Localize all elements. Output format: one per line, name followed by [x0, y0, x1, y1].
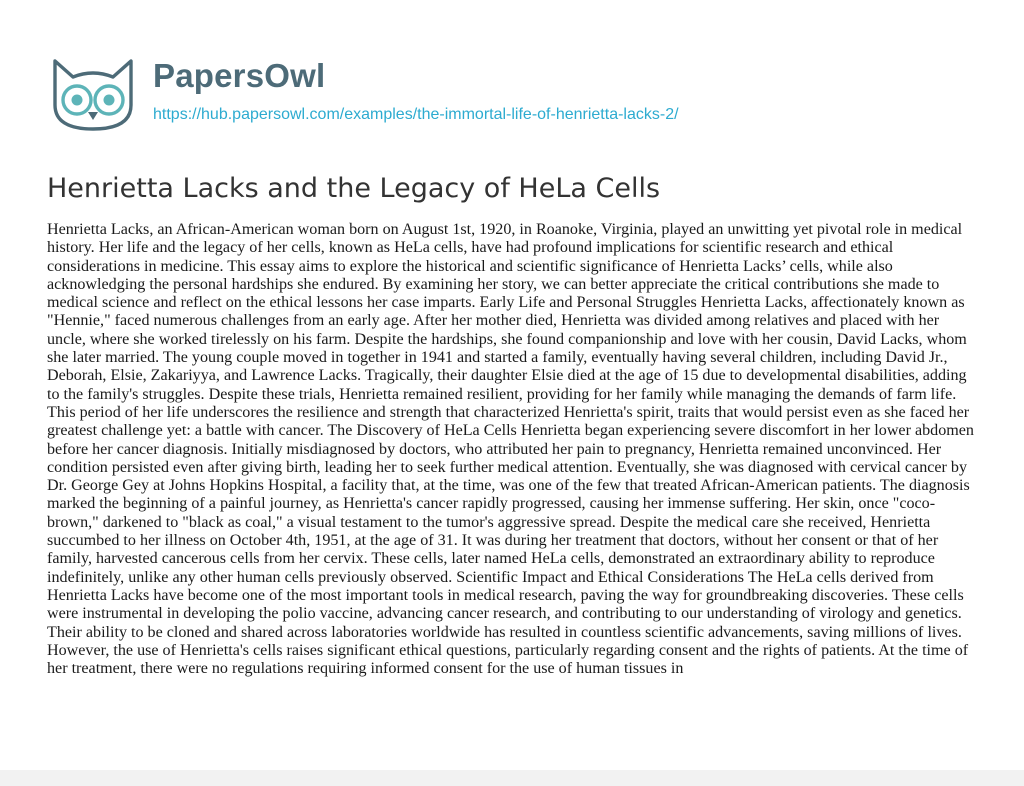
- source-url-link[interactable]: https://hub.papersowl.com/examples/the-immortal-life-of-henrietta-lacks-2/: [153, 106, 679, 123]
- essay-title: Henrietta Lacks and the Legacy of HeLa Cells: [47, 173, 661, 204]
- owl-logo-icon[interactable]: [47, 57, 139, 133]
- essay-body: Henrietta Lacks, an African-American woman born on August 1st, 1920, in Roanoke, Virginia, played an unwitting yet pivotal role in medical history. Her life and the legacy of her cells, known as HeLa cells, have had profound implications for scientific research and ethical considerations in medicine. This essay aims to explore the historical and scientific significance of Henrietta Lacks’ cells, while also acknowledging the personal hardships she endured. By examining her story, we can better appreciate the critical contributions she made to medical science and reflect on the ethical lessons her case imparts. Early Life and Personal Struggles Henrietta Lacks, affectionately known as "Hennie," faced numerous challenges from an early age. After her mother died, Henrietta was divided among relatives and placed with her uncle, where she worked tirelessly on his farm. Despite the hardships, she found companionship and love with her cousin, David Lacks, whom she later married. The young couple moved in together in 1941 and started a family, eventually having several children, including David Jr., Deborah, Elsie, Zakariyya, and Lawrence Lacks. Tragically, their daughter Elsie died at the age of 15 due to developmental disabilities, adding to the family's struggles. Despite these trials, Henrietta remained resilient, providing for her family while managing the demands of farm life. This period of her life underscores the resilience and strength that characterized Henrietta's spirit, traits that would persist even as she faced her greatest challenge yet: a battle with cancer. The Discovery of HeLa Cells Henrietta began experiencing severe discomfort in her lower abdomen before her cancer diagnosis. Initially misdiagnosed by doctors, who attributed her pain to pregnancy, Henrietta remained unconvinced. Her condition persisted even after giving birth, leading her to seek further medical attention. Eventually, she was diagnosed with cervical cancer by Dr. George Gey at Johns Hopkins Hospital, a facility that, at the time, was one of the few that treated African-American patients. The diagnosis marked the beginning of a painful journey, as Henrietta's cancer rapidly progressed, causing her immense suffering. Her skin, once "coco-brown," darkened to "black as coal," a visual testament to the tumor's aggressive spread. Despite the medical care she received, Henrietta succumbed to her illness on October 4th, 1951, at the age of 31. It was during her treatment that doctors, without her consent or that of her family, harvested cancerous cells from her cervix. These cells, later named HeLa cells, demonstrated an extraordinary ability to reproduce indefinitely, unlike any other human cells previously observed. Scientific Impact and Ethical Considerations The HeLa cells derived from Henrietta Lacks have become one of the most important tools in medical research, paving the way for groundbreaking discoveries. These cells were instrumental in developing the polio vaccine, advancing cancer research, and contributing to our understanding of virology and genetics. Their ability to be cloned and shared across laboratories worldwide has resulted in countless scientific advancements, saving millions of lives. However, the use of Henrietta's cells raises significant ethical questions, particularly regarding consent and the rights of patients. At the time of her treatment, there were no regulations requiring informed consent for the use of human tissues in: [47, 221, 974, 678]
- brand-name[interactable]: PapersOwl: [153, 57, 326, 94]
- page-footer-band: [0, 770, 1024, 786]
- site-header: [47, 48, 987, 138]
